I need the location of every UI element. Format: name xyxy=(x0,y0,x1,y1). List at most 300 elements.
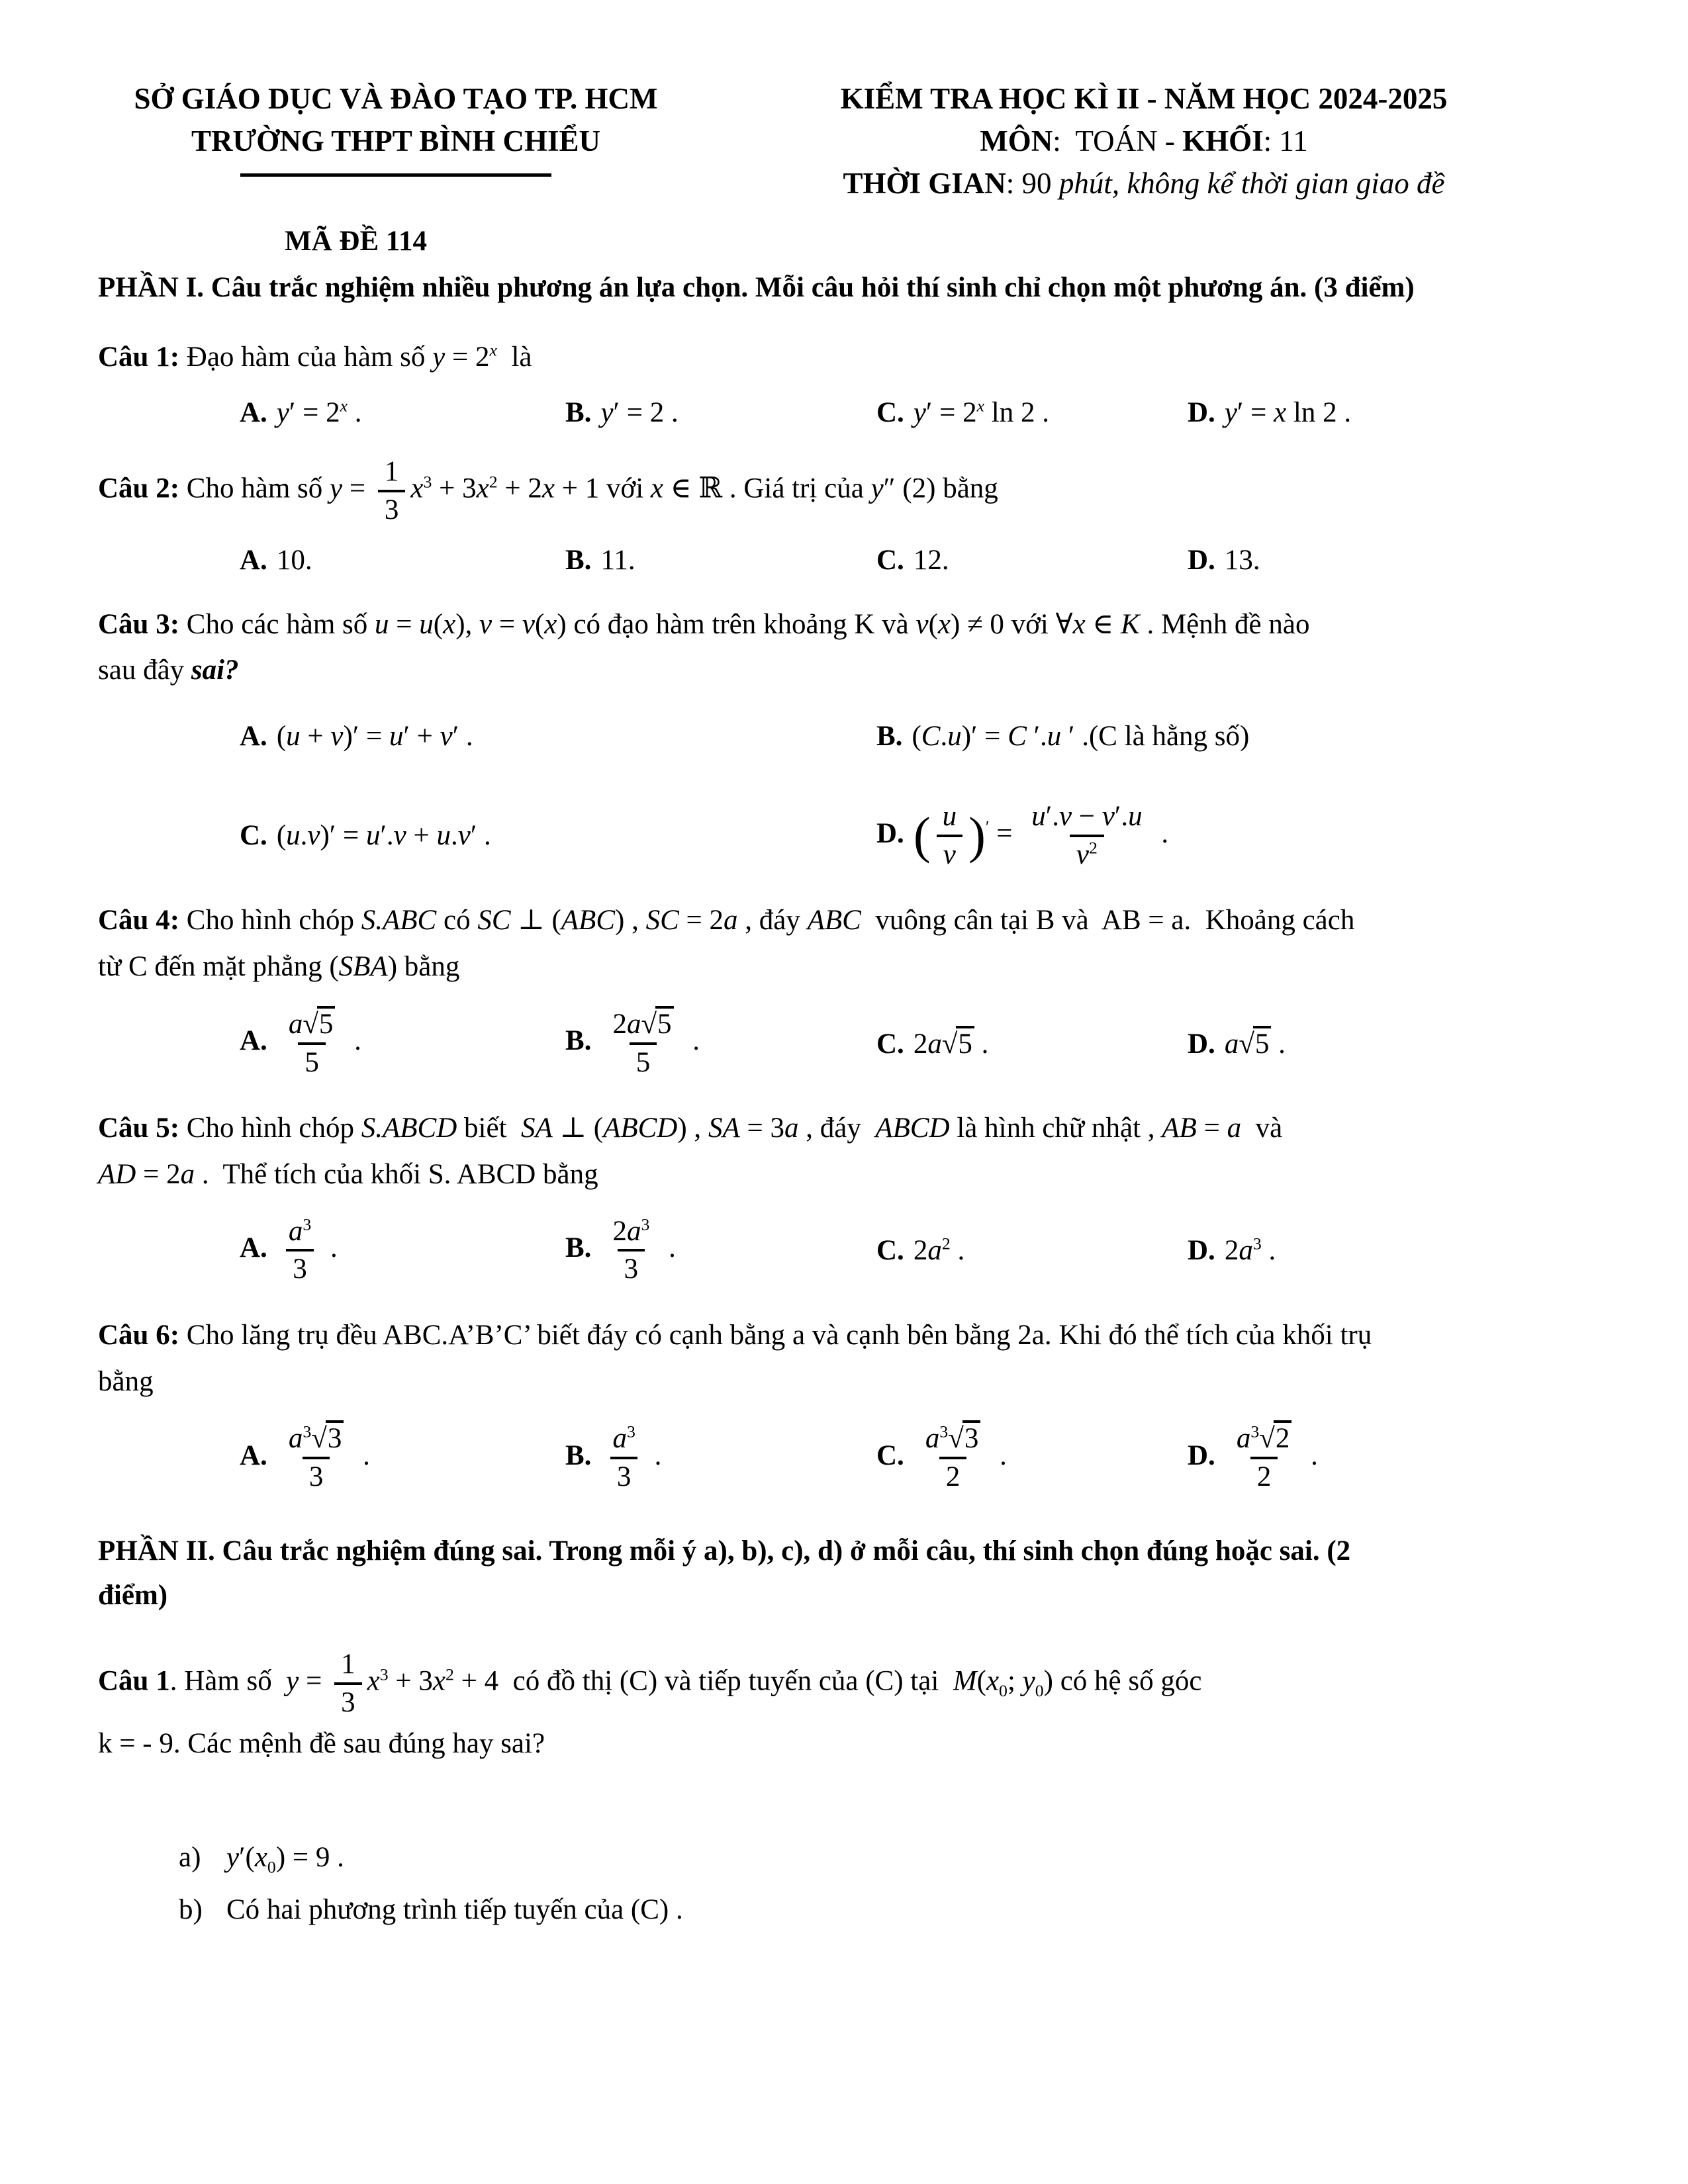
radical-icon: √ xyxy=(948,1423,962,1455)
text-run: ″ (2) bằng xyxy=(883,473,998,504)
square-root xyxy=(1239,1028,1271,1060)
option-label: D. xyxy=(1188,1235,1215,1266)
text-run: y xyxy=(286,1665,299,1697)
school-name: TRƯỜNG THPT BÌNH CHIỂU xyxy=(191,124,601,158)
fraction-denominator xyxy=(1250,1457,1278,1495)
text-run: Cho hình chóp xyxy=(186,1113,361,1144)
text-run: ( xyxy=(912,720,921,752)
text-run: sai? xyxy=(191,655,239,686)
text-run: y xyxy=(1224,396,1237,428)
text-run: ∈ ℝ . Giá trị của xyxy=(663,473,871,504)
text-run: ( xyxy=(276,720,287,752)
text-run: SC xyxy=(645,905,679,936)
option-content xyxy=(600,1422,662,1492)
text-run: x xyxy=(443,608,456,640)
square-root xyxy=(641,1009,673,1040)
radical-icon: √ xyxy=(303,1008,317,1040)
option-content xyxy=(600,545,635,576)
radicand xyxy=(956,1026,974,1060)
text-run: a xyxy=(1239,1235,1253,1266)
text-run: 3 xyxy=(293,1253,307,1285)
option-label: B. xyxy=(565,1232,592,1264)
question-stem xyxy=(98,602,1594,694)
text-run: 2 xyxy=(1275,1423,1290,1455)
option-content xyxy=(912,721,1249,752)
option xyxy=(876,799,1594,873)
text-run: 5 xyxy=(318,1008,334,1040)
text-run: ( xyxy=(976,1665,986,1697)
text-run: 3 xyxy=(379,1664,389,1684)
text-run: THỜI GIAN xyxy=(843,166,1006,200)
option xyxy=(876,1026,1188,1060)
text-run: 3 xyxy=(327,1423,342,1455)
question-stem xyxy=(98,1105,1594,1197)
truefalse-items xyxy=(179,1835,1594,1933)
fraction-denominator xyxy=(630,1042,657,1081)
text-run: ABC xyxy=(807,905,861,936)
text-run: 3 xyxy=(616,1461,632,1492)
text-run: = 2 xyxy=(445,341,490,373)
text-run: + 1 với xyxy=(554,473,651,504)
radicand xyxy=(317,1006,336,1040)
fraction-denominator xyxy=(378,490,406,528)
option-content xyxy=(914,1235,964,1266)
text-run: 3 xyxy=(641,1214,650,1234)
text-run: . xyxy=(950,1235,965,1266)
text-run: 2 xyxy=(945,1461,961,1493)
text-run: ABC xyxy=(561,905,615,936)
text-run: u xyxy=(1031,800,1046,832)
text-run: . xyxy=(940,720,948,752)
text-run: a xyxy=(626,1215,641,1247)
text-run: . xyxy=(300,820,308,852)
option-content xyxy=(277,721,473,752)
option-label: B. xyxy=(876,720,903,752)
fraction-denominator xyxy=(618,1249,645,1287)
text-run: ABCD xyxy=(603,1113,678,1144)
options-row xyxy=(240,1214,1594,1288)
option-label: A. xyxy=(240,720,267,752)
text-run: ′ = 2 . xyxy=(613,396,679,428)
department-name: SỞ GIÁO DỤC VÀ ĐÀO TẠO TP. HCM xyxy=(134,82,658,115)
text-run: x xyxy=(1072,608,1086,640)
text-run: có xyxy=(436,905,478,936)
text-run: ( xyxy=(534,608,545,640)
text-run: biết xyxy=(457,1113,522,1144)
text-run: 2 xyxy=(612,1215,627,1247)
text-run: C xyxy=(1008,720,1027,752)
fraction xyxy=(282,1420,351,1495)
text-run: a xyxy=(288,1008,303,1040)
radicand xyxy=(1253,1026,1272,1060)
radical-icon: √ xyxy=(641,1008,656,1040)
option-label: D. xyxy=(1188,396,1215,428)
text-run: . xyxy=(450,820,458,852)
option xyxy=(1188,1420,1594,1495)
text-run: k = - 9. Các mệnh đề sau đúng hay sai? xyxy=(98,1727,545,1759)
text-run: + 3 xyxy=(432,473,477,504)
fraction xyxy=(1230,1420,1299,1495)
text-run: AB xyxy=(1162,1113,1197,1144)
text-run: SC xyxy=(477,905,511,936)
option xyxy=(876,1420,1188,1495)
radical-icon: √ xyxy=(1239,1028,1253,1060)
text-run: = xyxy=(989,817,1020,849)
text-run: ⊥ ( xyxy=(510,905,561,936)
option xyxy=(876,1234,1188,1267)
text-run: . xyxy=(1303,1439,1318,1471)
text-run: ( xyxy=(928,608,938,640)
text-run: y xyxy=(600,396,614,428)
option xyxy=(876,396,1188,429)
radicand xyxy=(326,1420,344,1455)
option-label: A. xyxy=(240,397,267,429)
question-stem xyxy=(98,1312,1594,1404)
fraction xyxy=(334,1647,362,1721)
text-run: ′ . xyxy=(470,820,491,852)
text-run: 5 xyxy=(657,1008,672,1040)
question xyxy=(98,1312,1594,1495)
text-run: ), xyxy=(455,608,480,640)
question-stem xyxy=(98,897,1594,989)
text-run: 2 xyxy=(489,472,498,492)
text-run: y xyxy=(432,341,445,373)
text-run: SBA xyxy=(338,951,388,983)
option xyxy=(240,1006,565,1081)
text-run: u xyxy=(1128,800,1143,832)
text-run: ′ = 2 xyxy=(289,397,340,429)
question xyxy=(98,454,1594,576)
text-run: u xyxy=(947,720,962,752)
text-run: vuông cân tại B và AB = a. Khoảng cách xyxy=(861,905,1355,936)
option-label: C. xyxy=(876,1028,904,1060)
big-paren: ) xyxy=(968,806,986,864)
text-run: : 90 xyxy=(1006,166,1059,200)
options-row xyxy=(240,1420,1594,1495)
option-content xyxy=(913,800,1169,870)
text-run: v xyxy=(1076,839,1090,870)
fraction-numerator xyxy=(282,1006,342,1042)
option-label: C. xyxy=(876,1235,904,1266)
option xyxy=(565,544,876,576)
text-run: ∈ xyxy=(1085,608,1121,640)
question xyxy=(98,897,1594,1080)
text-run: 0 xyxy=(1035,1681,1044,1701)
fraction xyxy=(282,1214,318,1288)
exam-title: KIỂM TRA HỌC KÌ II - NĂM HỌC 2024-2025 xyxy=(840,82,1448,115)
text-run: + xyxy=(406,820,437,852)
text-run: M xyxy=(953,1665,977,1697)
text-run: SA xyxy=(708,1113,740,1144)
truefalse-item xyxy=(179,1835,1594,1881)
option-label: A. xyxy=(240,1024,267,1056)
text-run: 2 xyxy=(1224,1235,1239,1266)
text-run: 3 xyxy=(939,1422,949,1442)
text-run: 3 xyxy=(303,1422,312,1442)
text-run: . xyxy=(1271,1028,1286,1060)
text-run: Cho lăng trụ đều ABC.A’B’C’ biết đáy có cạnh bằng a và cạnh bên bằng 2a. Khi đó thể tích của khối trụ xyxy=(186,1320,1372,1351)
question-stem xyxy=(98,1647,1594,1766)
text-run: u xyxy=(436,820,451,852)
text-run: = 2 xyxy=(136,1158,181,1190)
option-content xyxy=(1225,545,1260,576)
text-run: v xyxy=(1102,800,1115,832)
fraction-denominator xyxy=(1070,835,1104,873)
text-run: y xyxy=(913,397,926,429)
text-run: : TOÁN - xyxy=(1053,124,1183,158)
text-run: u xyxy=(942,800,957,832)
text-run: v xyxy=(307,820,320,852)
fraction-numerator xyxy=(334,1647,362,1682)
fraction-denominator xyxy=(939,1457,967,1495)
question-stem xyxy=(98,334,1594,381)
text-run: = xyxy=(492,608,522,640)
text-run: u xyxy=(286,820,301,852)
fraction xyxy=(606,1006,680,1081)
text-run: − xyxy=(1072,800,1102,832)
option-content xyxy=(277,1008,361,1078)
text-run: S.ABC xyxy=(361,905,437,936)
option-label: C. xyxy=(876,397,904,429)
text-run: Đạo hàm của hàm số xyxy=(186,341,433,373)
text-run: 5 xyxy=(958,1028,972,1060)
text-run: 1 xyxy=(341,1649,355,1680)
text-run: ) , xyxy=(677,1113,708,1144)
text-run: ) có đạo hàm trên khoảng K và xyxy=(557,608,916,640)
text-run: AD xyxy=(98,1158,136,1190)
text-run: v xyxy=(330,720,344,752)
text-run: 3 xyxy=(626,1422,635,1441)
text-run: 13. xyxy=(1224,544,1260,576)
text-run: , đáy xyxy=(737,905,808,936)
text-run: SA xyxy=(521,1113,553,1144)
text-run: v xyxy=(457,820,471,852)
options-row xyxy=(240,396,1594,429)
text-run: Cho các hàm số xyxy=(186,608,375,640)
text-run: a xyxy=(925,1423,940,1455)
text-run: x xyxy=(340,396,348,416)
option-content xyxy=(277,1214,338,1285)
option-label: B. xyxy=(565,1024,592,1056)
text-run: C xyxy=(921,720,941,752)
text-run: a xyxy=(927,1235,942,1266)
option-content xyxy=(277,397,362,428)
text-run: a xyxy=(180,1158,195,1190)
text-run: 3 xyxy=(341,1686,355,1718)
text-run: . Thể tích của khối S. ABCD bằng xyxy=(195,1158,598,1190)
text-run: + xyxy=(300,720,331,752)
truefalse-item xyxy=(179,1888,1594,1933)
option xyxy=(565,1214,876,1288)
text-run: v xyxy=(915,608,929,640)
text-run: y xyxy=(870,473,884,504)
square-root xyxy=(311,1423,344,1454)
options-row xyxy=(240,720,1594,873)
text-run: 2 xyxy=(1256,1461,1272,1493)
text-run: S.ABCD xyxy=(361,1113,457,1144)
text-run: là hình chữ nhật , xyxy=(949,1113,1162,1144)
text-run: bằng xyxy=(98,1365,154,1397)
text-run: = 2 xyxy=(679,905,724,936)
radical-icon: √ xyxy=(311,1423,326,1455)
item-label: a) xyxy=(179,1842,201,1874)
option-content xyxy=(914,397,1049,428)
text-run: ABCD xyxy=(875,1113,950,1144)
text-run: K xyxy=(1121,608,1140,640)
text-run: x xyxy=(432,1665,446,1697)
options-row xyxy=(240,1006,1594,1081)
option-label: B. xyxy=(565,544,592,576)
text-run: Câu 4: xyxy=(98,905,187,936)
radicand xyxy=(1274,1420,1292,1455)
text-run: ′ .(C là hằng số) xyxy=(1061,720,1250,752)
text-run: v xyxy=(1058,800,1072,832)
text-run: ( xyxy=(433,608,444,640)
option-label: A. xyxy=(240,1439,267,1471)
text-run: 3 xyxy=(624,1253,639,1285)
text-run: . xyxy=(1154,817,1169,849)
option-label: C. xyxy=(876,1439,904,1471)
option xyxy=(565,1421,876,1495)
text-run: 2 xyxy=(445,1664,454,1684)
text-run: )′ = xyxy=(320,820,366,852)
question xyxy=(98,602,1594,873)
fraction-numerator xyxy=(606,1214,656,1250)
option-content xyxy=(914,545,949,576)
option-content xyxy=(1225,397,1351,428)
option xyxy=(240,544,565,576)
text-run: 5 xyxy=(305,1046,319,1078)
text-run: phút, không kể thời gian giao đề xyxy=(1058,166,1445,200)
text-run: ′( xyxy=(239,1842,255,1874)
fraction-numerator xyxy=(1025,799,1149,835)
text-run: u xyxy=(375,608,389,640)
text-run: v xyxy=(522,608,535,640)
text-run: Câu 1: xyxy=(98,341,187,373)
text-run: PHẦN II. Câu trắc nghiệm đúng sai. Trong mỗi ý a), b), c), d) ở mỗi câu, thí sinh chọn đúng hoặc sai. (2 xyxy=(98,1535,1351,1567)
text-run: = 3 xyxy=(739,1113,784,1144)
question-stem xyxy=(98,454,1594,528)
text-run: ′ xyxy=(985,817,990,837)
part2-question xyxy=(98,1647,1594,1933)
option-label: D. xyxy=(876,817,904,849)
text-run: Câu 1 xyxy=(98,1665,170,1697)
text-run: = xyxy=(342,473,373,504)
text-run: a xyxy=(288,1215,303,1247)
text-run: Cho hình chóp xyxy=(186,905,361,936)
text-run: y xyxy=(276,397,289,429)
option-content xyxy=(1225,1028,1286,1060)
options-row xyxy=(240,544,1594,576)
text-run: 10. xyxy=(276,544,312,576)
text-run: 2 xyxy=(612,1008,627,1040)
option xyxy=(876,720,1594,752)
part1-questions xyxy=(98,334,1594,1495)
option-content xyxy=(600,397,678,428)
text-run: + 2 xyxy=(497,473,542,504)
fraction-denominator xyxy=(303,1457,330,1495)
text-run: ′ . xyxy=(452,720,473,752)
text-run: : 11 xyxy=(1263,124,1308,158)
text-run: = xyxy=(1196,1113,1227,1144)
text-run: u xyxy=(389,720,404,752)
text-run: = xyxy=(299,1665,330,1697)
option xyxy=(565,396,876,429)
text-run: y xyxy=(330,473,343,504)
text-run: ) có hệ số góc xyxy=(1043,1665,1202,1697)
text-run: . xyxy=(685,1024,700,1056)
text-run: ) = 9 . xyxy=(275,1842,344,1874)
text-run: MÔN xyxy=(980,124,1053,158)
option-label: C. xyxy=(240,820,267,852)
big-paren: ( xyxy=(913,806,931,864)
exam-duration-line xyxy=(694,163,1594,205)
radicand xyxy=(655,1006,674,1040)
text-run: Có hai phương trình tiếp tuyến của (C) . xyxy=(226,1894,683,1926)
fraction-numerator xyxy=(282,1214,318,1250)
text-run: . xyxy=(347,1024,361,1056)
text-run: x xyxy=(367,1665,380,1697)
text-run: Câu 2: xyxy=(98,473,187,504)
text-run: a xyxy=(626,1008,641,1040)
text-run: ) ≠ 0 với ∀ xyxy=(951,608,1073,640)
text-run: Câu 3: xyxy=(98,608,187,640)
option xyxy=(240,819,876,852)
text-run: ′. xyxy=(1045,800,1059,832)
square-root xyxy=(942,1028,974,1060)
radical-icon: √ xyxy=(941,1028,957,1060)
text-run: x xyxy=(476,473,489,504)
header-underline xyxy=(240,173,551,177)
option-content xyxy=(914,1422,1007,1493)
text-run: + 3 xyxy=(388,1665,433,1697)
option-label: A. xyxy=(240,544,267,576)
text-run: x xyxy=(489,340,497,360)
text-run: x xyxy=(937,608,951,640)
text-run: 5 xyxy=(1254,1028,1270,1060)
option-content xyxy=(1225,1422,1318,1493)
fraction xyxy=(378,454,406,528)
square-root xyxy=(1259,1423,1291,1454)
text-run: v xyxy=(393,820,406,852)
text-run: a xyxy=(1236,1423,1251,1455)
text-run: )′ = xyxy=(961,720,1008,752)
header-school-block xyxy=(98,78,694,177)
text-run: ′ + xyxy=(403,720,440,752)
option-content xyxy=(1225,1235,1276,1266)
text-run: ) bằng xyxy=(387,951,460,983)
text-run: 3 xyxy=(384,494,399,525)
text-run: . xyxy=(647,1439,662,1471)
text-run: ( xyxy=(276,820,287,852)
text-run: v xyxy=(440,720,453,752)
fraction xyxy=(936,799,964,873)
option xyxy=(565,1006,876,1081)
text-run: 3 xyxy=(964,1423,979,1455)
text-run: x xyxy=(976,396,985,416)
text-run: 2 xyxy=(1089,838,1098,858)
text-run: a xyxy=(927,1028,942,1060)
option-label: D. xyxy=(1188,1439,1215,1471)
option xyxy=(240,1214,565,1288)
text-run: v xyxy=(479,608,492,640)
text-run: và xyxy=(1241,1113,1283,1144)
option xyxy=(240,1420,565,1495)
text-run: từ C đến mặt phẳng ( xyxy=(98,951,339,983)
exam-subject-line xyxy=(694,120,1594,163)
text-run: ) , xyxy=(615,905,646,936)
fraction-numerator xyxy=(1230,1420,1299,1457)
